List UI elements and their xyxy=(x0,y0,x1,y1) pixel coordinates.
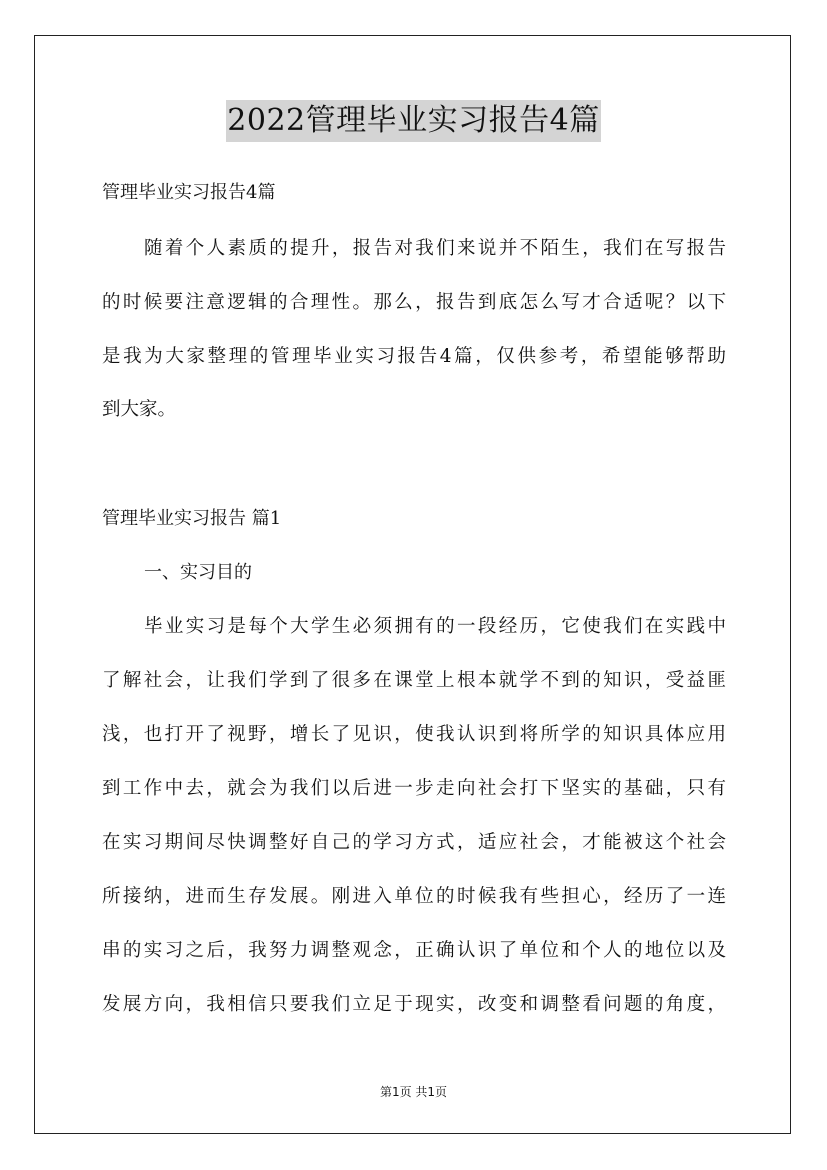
section-heading: 管理毕业实习报告 篇1 xyxy=(102,508,282,529)
body-line: 在实习期间尽快调整好自己的学习方式，适应社会，才能被这个社会 xyxy=(102,832,726,853)
body-line: 毕业实习是每个大学生必须拥有的一段经历，它使我们在实践中 xyxy=(144,616,726,637)
intro-line: 随着个人素质的提升，报告对我们来说并不陌生，我们在写报告 xyxy=(144,238,726,259)
body-line: 串的实习之后，我努力调整观念，正确认识了单位和个人的地位以及 xyxy=(102,940,726,961)
document-subtitle: 管理毕业实习报告4篇 xyxy=(102,182,276,203)
page-number-footer: 第1页 共1页 xyxy=(379,1085,448,1099)
body-line: 浅，也打开了视野，增长了见识，使我认识到将所学的知识具体应用 xyxy=(102,724,726,745)
intro-line: 到大家。 xyxy=(102,399,177,420)
body-line: 到工作中去，就会为我们以后进一步走向社会打下坚实的基础，只有 xyxy=(102,778,726,799)
intro-line: 是我为大家整理的管理毕业实习报告4篇，仅供参考，希望能够帮助 xyxy=(102,346,726,367)
body-line: 发展方向，我相信只要我们立足于现实，改变和调整看问题的角度， xyxy=(102,994,726,1015)
intro-line: 的时候要注意逻辑的合理性。那么，报告到底怎么写才合适呢？以下 xyxy=(102,292,726,313)
body-line: 了解社会，让我们学到了很多在课堂上根本就学不到的知识，受益匪 xyxy=(102,670,726,691)
title-container xyxy=(0,100,827,142)
subsection-heading: 一、实习目的 xyxy=(144,562,252,583)
body-line: 所接纳，进而生存发展。刚进入单位的时候我有些担心，经历了一连 xyxy=(102,886,726,907)
document-title: 2022管理毕业实习报告4篇 xyxy=(226,100,600,142)
